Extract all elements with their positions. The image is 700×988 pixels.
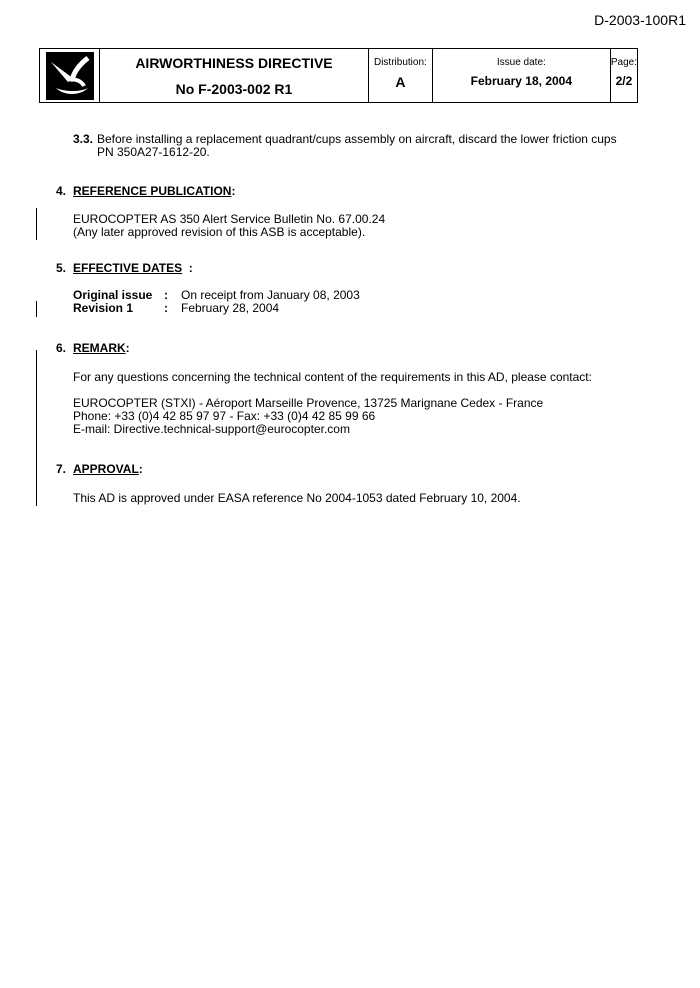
section-6-number: 6. — [56, 341, 67, 355]
item-3-3-text-line2: PN 350A27-1612-20. — [97, 145, 210, 159]
colon: : — [164, 288, 168, 302]
item-3-3-number: 3.3. — [73, 132, 94, 146]
section-7-number: 7. — [56, 462, 67, 476]
section-4-heading: REFERENCE PUBLICATION: — [73, 184, 236, 198]
issue-date-value: February 18, 2004 — [470, 74, 573, 88]
revision-bar — [36, 301, 37, 317]
title-cell — [100, 49, 369, 102]
original-issue-value: On receipt from January 08, 2003 — [181, 288, 360, 302]
issue-date-cell — [433, 49, 611, 102]
directive-number: No F-2003-002 R1 — [175, 80, 293, 97]
section-4-number: 4. — [56, 184, 67, 198]
distribution-label: Distribution: — [373, 57, 427, 68]
original-issue-label: Original issue — [73, 288, 153, 302]
document-reference: D-2003-100R1 — [594, 12, 686, 28]
section-7-heading: APPROVAL: — [73, 462, 143, 476]
section-6-heading: REMARK: — [73, 341, 130, 355]
section-5-heading: EFFECTIVE DATES : — [73, 261, 193, 275]
section-4-line2: (Any later approved revision of this ASB is acceptable). — [73, 225, 366, 239]
section-7-text: This AD is approved under EASA reference No 2004-1053 dated February 10, 2004. — [73, 491, 521, 505]
page-label: Page: — [610, 57, 637, 68]
logo-cell — [40, 49, 100, 102]
revision-1-value: February 28, 2004 — [181, 301, 280, 315]
section-5-number: 5. — [56, 261, 67, 275]
revision-bar — [36, 350, 37, 506]
directive-title: AIRWORTHINESS DIRECTIVE — [135, 54, 333, 71]
authority-logo — [46, 52, 94, 100]
issue-date-label: Issue date: — [496, 57, 546, 68]
contact-phone-fax: Phone: +33 (0)4 42 85 97 97 - Fax: +33 (0)4 42 85 99 66 — [73, 409, 376, 423]
section-6-intro: For any questions concerning the technical content of the requirements in this AD, please contact: — [73, 370, 592, 384]
revision-bar — [36, 208, 37, 240]
contact-email: E-mail: Directive.technical-support@eurocopter.com — [73, 422, 350, 436]
section-4-line1: EUROCOPTER AS 350 Alert Service Bulletin No. 67.00.24 — [73, 212, 386, 226]
revision-1-label: Revision 1 — [73, 301, 134, 315]
item-3-3-text-line1: Before installing a replacement quadrant/cups assembly on aircraft, discard the lower friction cups — [97, 132, 617, 146]
colon: : — [164, 301, 168, 315]
header-table — [39, 48, 638, 103]
distribution-value: A — [395, 74, 406, 90]
page-cell — [611, 49, 637, 102]
page-value: 2/2 — [615, 74, 633, 88]
distribution-cell — [369, 49, 433, 102]
contact-address: EUROCOPTER (STXI) - Aéroport Marseille Provence, 13725 Marignane Cedex - France — [73, 396, 544, 410]
